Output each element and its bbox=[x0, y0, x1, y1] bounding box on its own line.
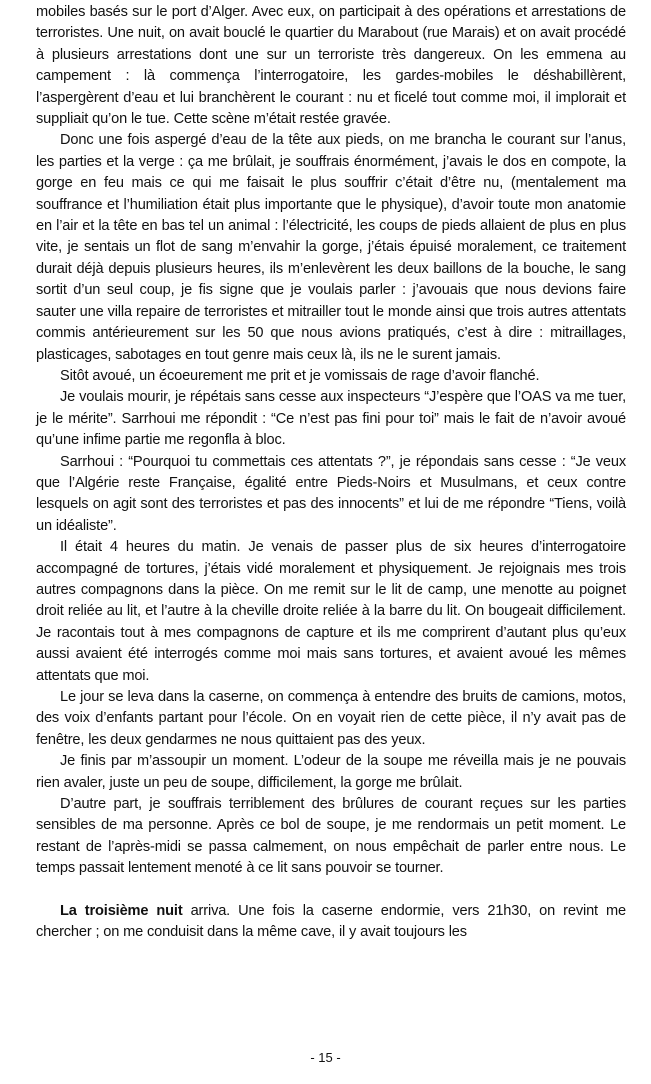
paragraph: Sarrhoui : “Pourquoi tu commettais ces attentats ?”, je répondais sans cesse : “Je veux que l’Algérie reste Française, égalité entre Pieds-Noirs et Musulmans, et ceux contre lesquels on agit sont des terroristes et pas des innocents” et lui de me répondre “Tiens, voilà un idéaliste”. bbox=[36, 453, 626, 534]
paragraph: Je finis par m’assoupir un moment. L’odeur de la soupe me réveilla mais je ne pouvais rien avaler, juste un peu de soupe, difficilement, la gorge me brûlait. bbox=[36, 753, 626, 791]
paragraph: D’autre part, je souffrais terriblement des brûlures de courant reçues sur les parties sensibles de ma personne. Après ce bol de soupe, je me rendormais un petit moment. Le restant de l’après-midi se passa calmement, on nous empêchait de parler entre nous. Le temps passait lentement menoté à ce lit sans pouvoir se tourner. bbox=[36, 796, 626, 877]
paragraph: Donc une fois aspergé d’eau de la tête aux pieds, on me brancha le courant sur l’anus, les parties et la verge : ça me brûlait, je souffrais énormément, j’avais le dos en compote, la gorge en feu mais ce qui me faisait le plus souffrir c’était d’être nu, (mentalement ma souffrance et l’humiliation était plus importante que le physique), d’avoir toute mon anatomie en l’air et la tête en bas tel un animal : l’électricité, les coups de pieds allaient de plus en plus vite, je sentais un flot de sang m’envahir la gorge, j’étais épuisé moralement, ce traitement durait déjà depuis plusieurs heures, ils m’enlevèrent les deux baillons de la bouche, le sang sortit d’un seul coup, je fis signe que je voulais parler : j’avouais que nous devions faire sauter une villa repaire de terroristes et mitrailler tout le monde ainsi que trois autres attentats commis antérieurement sur les 50 que nous avions pratiqués, c’est à dire : mitraillages, plasticages, sabotages en tout genre mais ceux là, ils ne le surent jamais. bbox=[36, 132, 626, 363]
body-text bbox=[36, 2, 626, 943]
paragraph bbox=[36, 901, 626, 944]
paragraph: mobiles basés sur le port d’Alger. Avec eux, on participait à des opérations et arrestations de terroristes. Une nuit, on avait bouclé le quartier du Marabout (rue Marais) et on avait procédé à plusieurs arrestations dont une sur un terroriste très dangereux. On les emmena au campement : là commença l’interrogatoire, les gardes-mobiles le déshabillèrent, l’aspergèrent d’eau et lui branchèrent le courant : nu et ficelé tout comme moi, il implorait et suppliait qu’on le tue. Cette scène m’était restée gravée. bbox=[36, 4, 626, 128]
paragraph: Je voulais mourir, je répétais sans cesse aux inspecteurs “J’espère que l’OAS va me tuer, je le mérite”. Sarrhoui me répondit : “Ce n’est pas fini pour toi” mais le fait de n’avoir avoué qu’une infime partie me regonfla à bloc. bbox=[36, 389, 626, 449]
paragraph: Le jour se leva dans la caserne, on commença à entendre des bruits de camions, motos, des voix d’enfants partant pour l’école. On en voyait rien de cette pièce, il n’y avait pas de fenêtre, les deux gendarmes ne nous quittaient pas des yeux. bbox=[36, 689, 626, 748]
paragraph: Sitôt avoué, un écoeurement me prit et je vomissais de rage d’avoir flanché. bbox=[60, 367, 540, 384]
section-lead: La troisième nuit bbox=[60, 902, 183, 919]
paragraph: Il était 4 heures du matin. Je venais de passer plus de six heures d’interrogatoire accompagné de tortures, j’étais vidé moralement et physiquement. Je rejoignais mes trois autres compagnons dans la pièce. On me remit sur le lit de camp, une menotte au poignet droit reliée au lit, et l’autre à la cheville droite reliée à la barre du lit. On bougeait difficilement. Je racontais tout à mes compagnons de capture et ils me comprirent d’autant plus qu’eux aussi avaient été interrogés comme moi mais sans tortures, et avaient avoué les mêmes attentats que moi. bbox=[36, 539, 626, 684]
page-number: - 15 - bbox=[310, 1050, 341, 1065]
paragraph-text: arriva. Une fois la caserne endormie, vers 21h30, on revint me chercher ; on me conduisit dans la même cave, il y avait toujours les bbox=[36, 902, 626, 941]
